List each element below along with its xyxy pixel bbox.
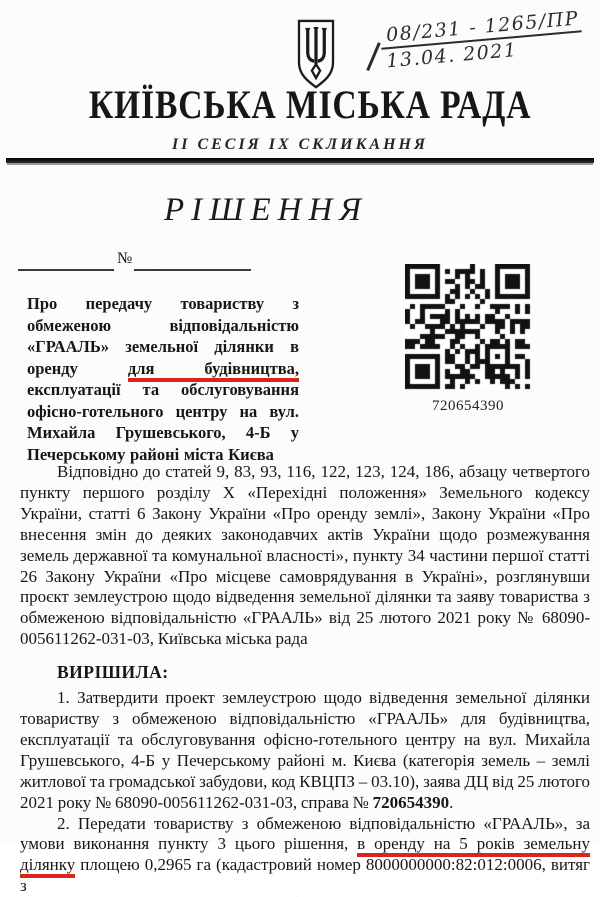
qr-code: [405, 264, 531, 390]
qr-caption: 720654390: [399, 398, 537, 415]
date-blank-line: [18, 269, 114, 271]
subject-text-end: експлуатації та обслуговування офісно-готельного центру на вул. Михайла Грушевського, 4-Б у Печерському районі міста Києва: [27, 380, 299, 464]
resolved-heading: ВИРІШИЛА:: [20, 662, 590, 683]
item-1-paragraph: [20, 688, 590, 813]
item-2-paragraph: [20, 814, 590, 897]
subject-paragraph: [27, 293, 299, 465]
session-subtitle: ІІ СЕСІЯ ІХ СКЛИКАННЯ: [0, 136, 600, 154]
case-number: 720654390: [373, 793, 450, 812]
organization-name: КИЇВСЬКА МІСЬКА РАДА: [58, 84, 562, 126]
registration-number: 08/231 - 1265/ПР: [379, 7, 582, 49]
number-sign: №: [117, 250, 132, 268]
item-1-text: 1. Затвердити проект землеустрою щодо відведення земельної ділянки товариству з обмеженою відповідальністю «ГРААЛЬ» для будівництва, експлуатації та обслуговування офісно-готельного центру на вул. Михайла Грушевського, 4-Б у Печерському районі м. Києва (категорія земель – землі житлової та громадської забудови, код КВЦПЗ – 03.10), заява ДЦ від 25 лютого 2021 року № 68090-005611262-031-03, справа №: [20, 688, 590, 812]
preamble-paragraph: Відповідно до статей 9, 83, 93, 116, 122, 123, 124, 186, абзацу четвертого пункту першого розділу X «Перехідні положення» Земельного кодексу України, статті 6 Закону України «Про оренду землі», Закону України «Про внесення змін до деяких законодавчих актів України щодо розмежування земель державної та комунальної власності», пункту 34 частини першої статті 26 Закону України «Про місцеве самоврядування в Україні», розглянувши проєкт землеустрою щодо відведення земельної ділянки та заяву товариства з обмеженою відповідальністю «ГРААЛЬ» від 25 лютого 2021 року № 68090-005611262-031-03, Київська міська рада: [20, 462, 590, 650]
item-2-text-end: площею 0,2965 га (кадастровий номер 8000000000:82:012:0006, витяг з: [20, 855, 590, 895]
subject-underlined-phrase: для будівництва,: [128, 359, 299, 382]
subject-text-start: Про передачу товариству з обмеженою відповідальністю «ГРААЛЬ» земельної ділянки в оренду: [27, 294, 299, 378]
handwritten-registration-stamp: [379, 7, 584, 72]
header-divider: [6, 158, 594, 163]
fraction-slash: [366, 42, 380, 71]
document-title: РІШЕННЯ: [0, 192, 532, 229]
item-1-text-end: .: [449, 793, 453, 812]
registration-date: 13.04. 2021: [385, 33, 584, 72]
lease-term-phrase: в оренду на 5 років земельну ділянку: [20, 834, 590, 878]
document-body: [20, 462, 590, 897]
item-2-text: 2. Передати товариству з обмеженою відповідальністю «ГРААЛЬ», за умови виконання пункту 3 цього рішення,: [20, 814, 590, 854]
number-blank-line: [134, 269, 251, 271]
